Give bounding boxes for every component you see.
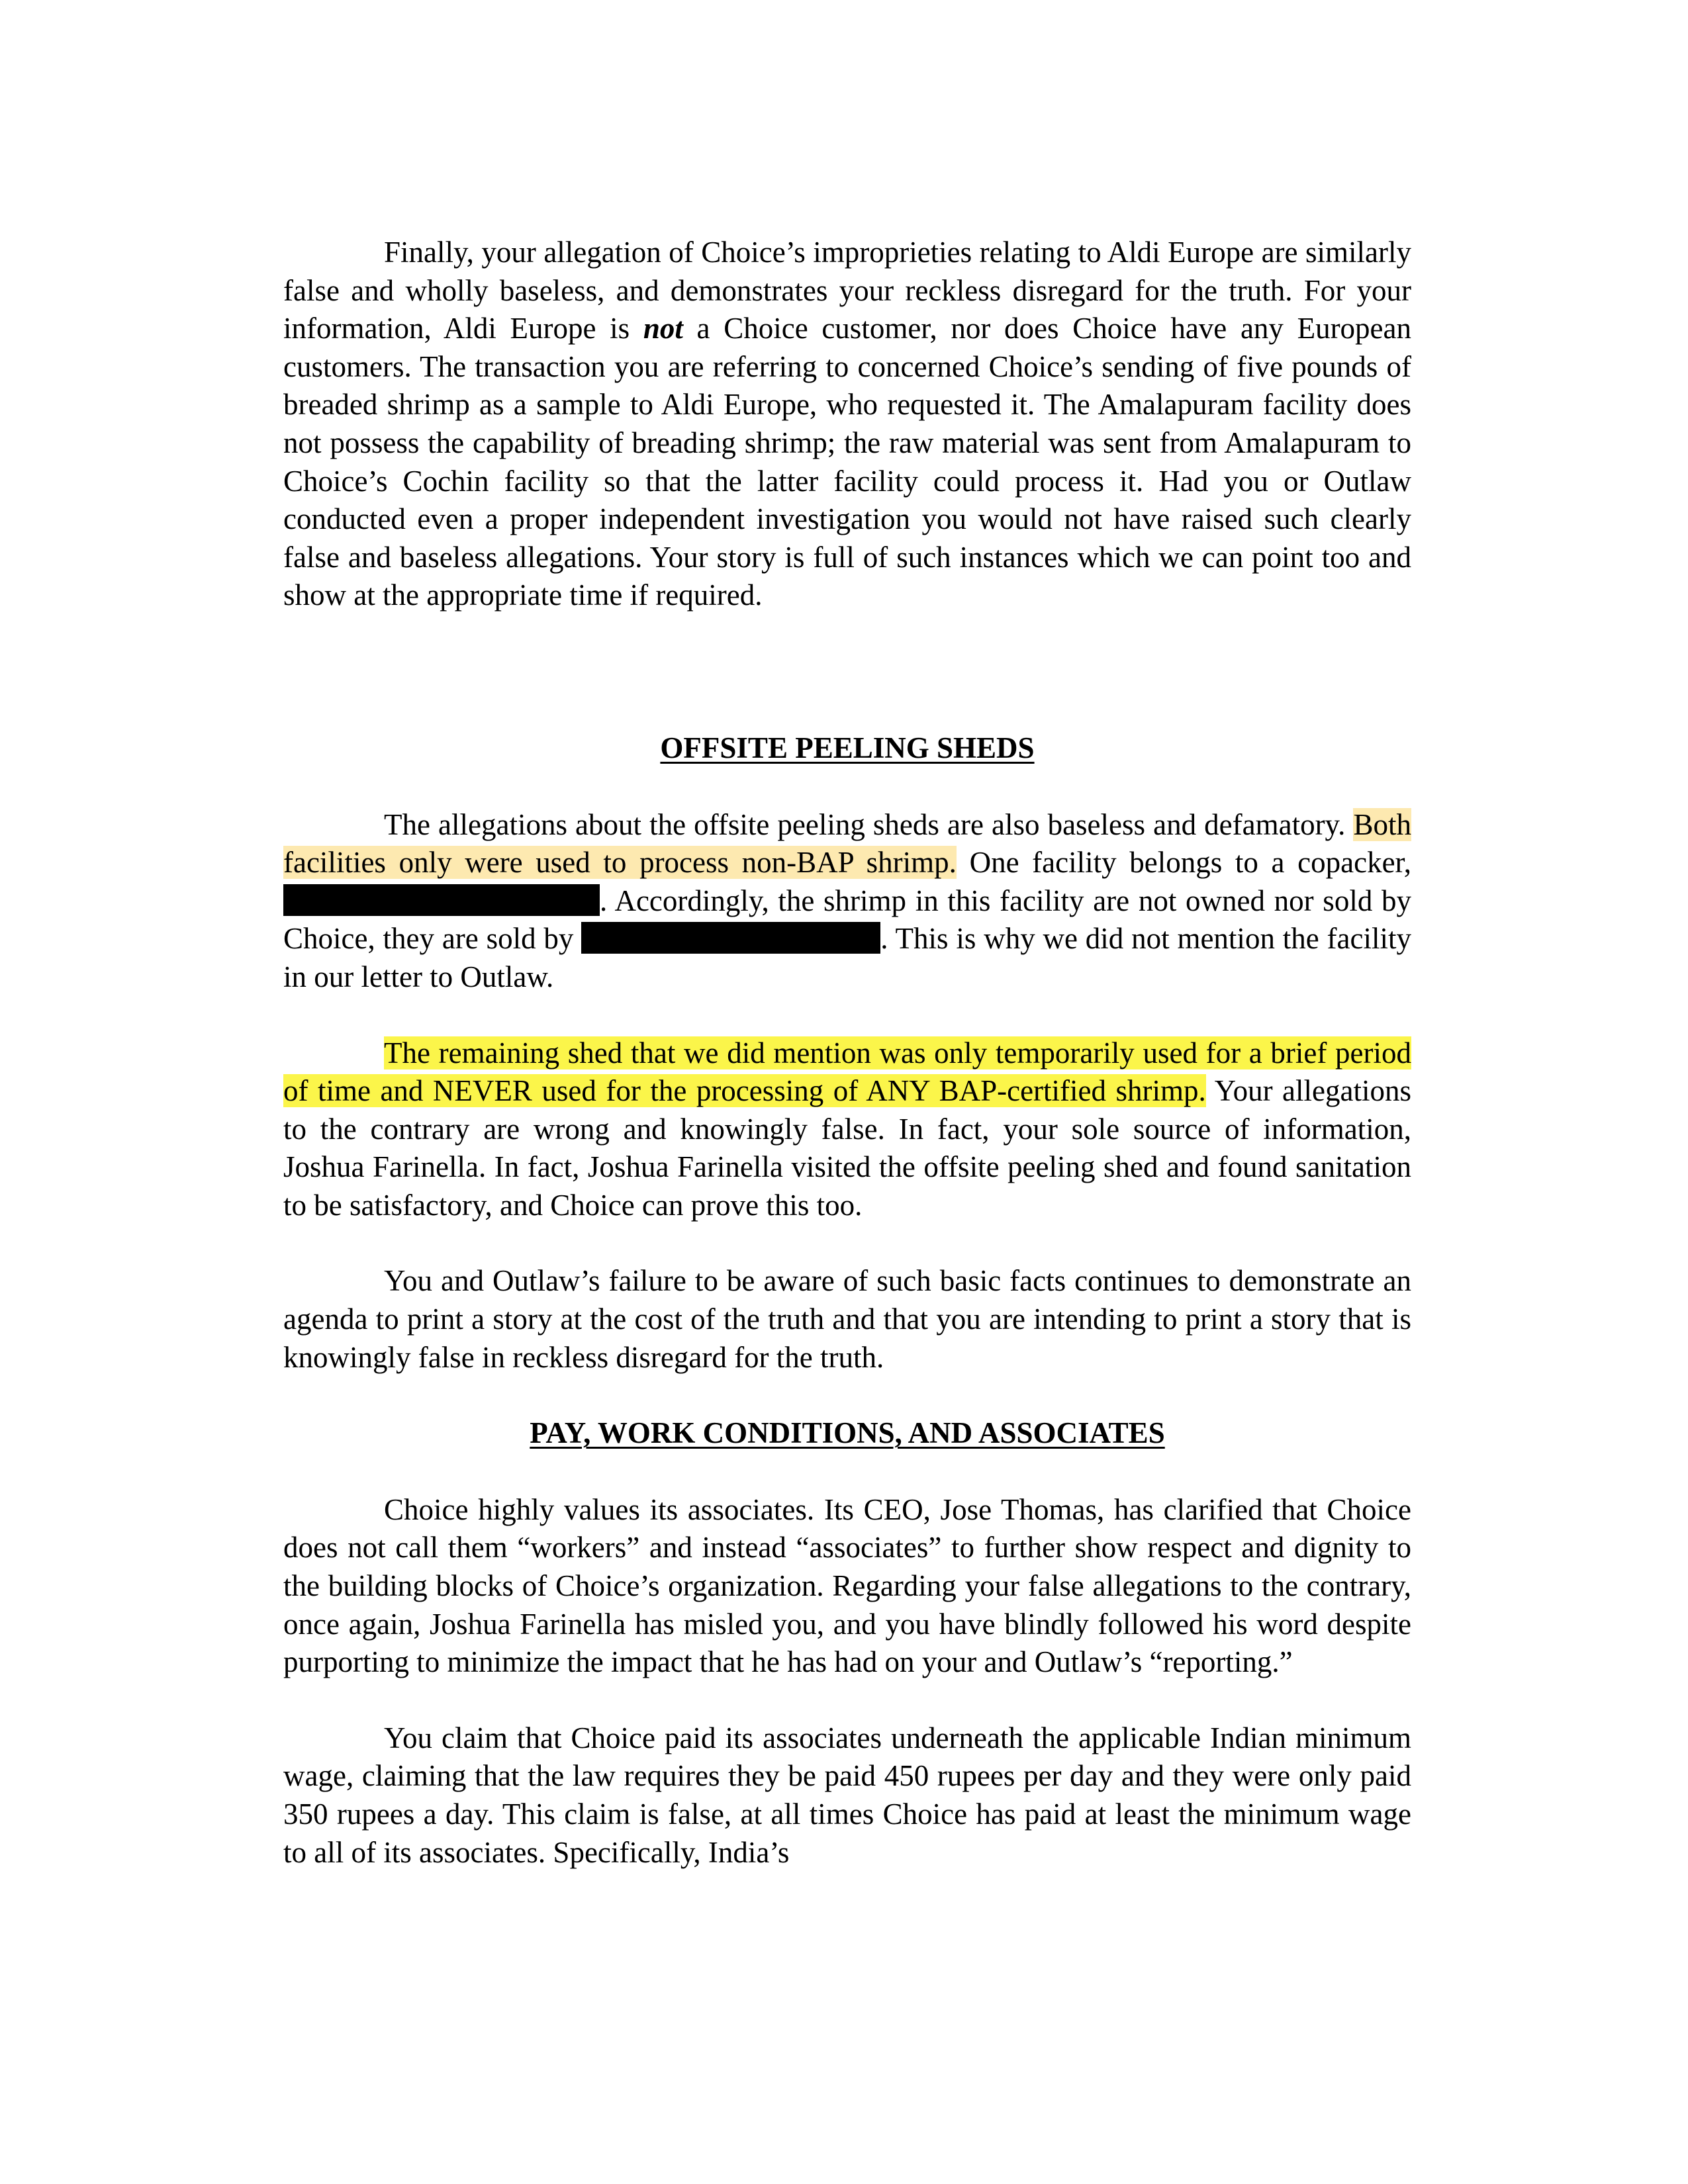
document-page <box>283 234 1411 1872</box>
pay-paragraph-1: Choice highly values its associates. Its CEO, Jose Thomas, has clarified that Choice does not call them “workers” and instead “associates” to further show respect and dignity to the building blocks of Choice’s organization. Regarding your false allegations to the contrary, once again, Joshua Farinella has misled you, and you have blindly followed his word despite purporting to minimize the impact that he has had on your and Outlaw’s “reporting.” <box>283 1492 1411 1679</box>
offsite-text-4: . This is why we did not mention the facility in our letter to Outlaw. <box>283 922 1412 993</box>
aldi-emphasis: not <box>643 312 683 345</box>
offsite-text-3: . Accordingly, the shrimp in this facility are not owned nor sold by Choice, they are sold by <box>283 884 1411 956</box>
aldi-paragraph <box>283 234 1411 615</box>
offsite-heading: OFFSITE PEELING SHEDS <box>660 731 1035 764</box>
redaction-box <box>581 922 880 954</box>
highlight-orange: Both facilities only were used to process non-BAP shrimp. <box>283 807 1411 880</box>
offsite-text-2: One facility belongs to a copacker, <box>956 846 1411 880</box>
aldi-text-2: a Choice customer, nor does Choice have any European customers. The transaction you are referring to concerned Choice’s sending of five pounds of breaded shrimp as a sample to Aldi Europe, who requested it. The Amalapuram facility does not possess the capability of breading shrimp; the raw material was sent from Amalapuram to Choice’s Cochin facility so that the latter facility could process it. Had you or Outlaw conducted even a proper independent investigation you would not have raised such clearly false and baseless allegations. Your story is full of such instances which we can point too and show at the appropriate time if required. <box>283 312 1412 612</box>
pay-heading: PAY, WORK CONDITIONS, AND ASSOCIATES <box>530 1416 1165 1450</box>
offsite-text-1: The allegations about the offsite peeling sheds are also baseless and defamatory. <box>384 807 1354 841</box>
offsite-text-5: Your allegations to the contrary are wrong and knowingly false. In fact, your sole source of information, Joshua Farinella. In fact, Joshua Farinella visited the offsite peeling shed and found sanitation to be satisfactory, and Choice can prove this too. <box>283 1074 1411 1222</box>
offsite-paragraph-1 <box>283 806 1411 997</box>
pay-paragraph-2: You claim that Choice paid its associates underneath the applicable Indian minimum wage, claiming that the law requires they be paid 450 rupees per day and they were only paid 350 rupees a day. This claim is false, at all times Choice has paid at least the minimum wage to all of its associates. Specifically, India’s <box>283 1721 1411 1869</box>
offsite-paragraph-3: You and Outlaw’s failure to be aware of such basic facts continues to demonstrate an agenda to print a story at the cost of the truth and that you are intending to print a story that is knowingly false in reckless disregard for the truth. <box>283 1264 1411 1374</box>
offsite-paragraph-2 <box>283 1034 1411 1225</box>
highlight-yellow: The remaining shed that we did mention was only temporarily used for a brief period of time and NEVER used for the processing of ANY BAP-certified shrimp. <box>283 1036 1411 1108</box>
redaction-box <box>283 884 600 916</box>
aldi-text-1: Finally, your allegation of Choice’s improprieties relating to Aldi Europe are similarly false and wholly baseless, and demonstrates your reckless disregard for the truth. For your information, Aldi Europe is <box>283 236 1411 345</box>
